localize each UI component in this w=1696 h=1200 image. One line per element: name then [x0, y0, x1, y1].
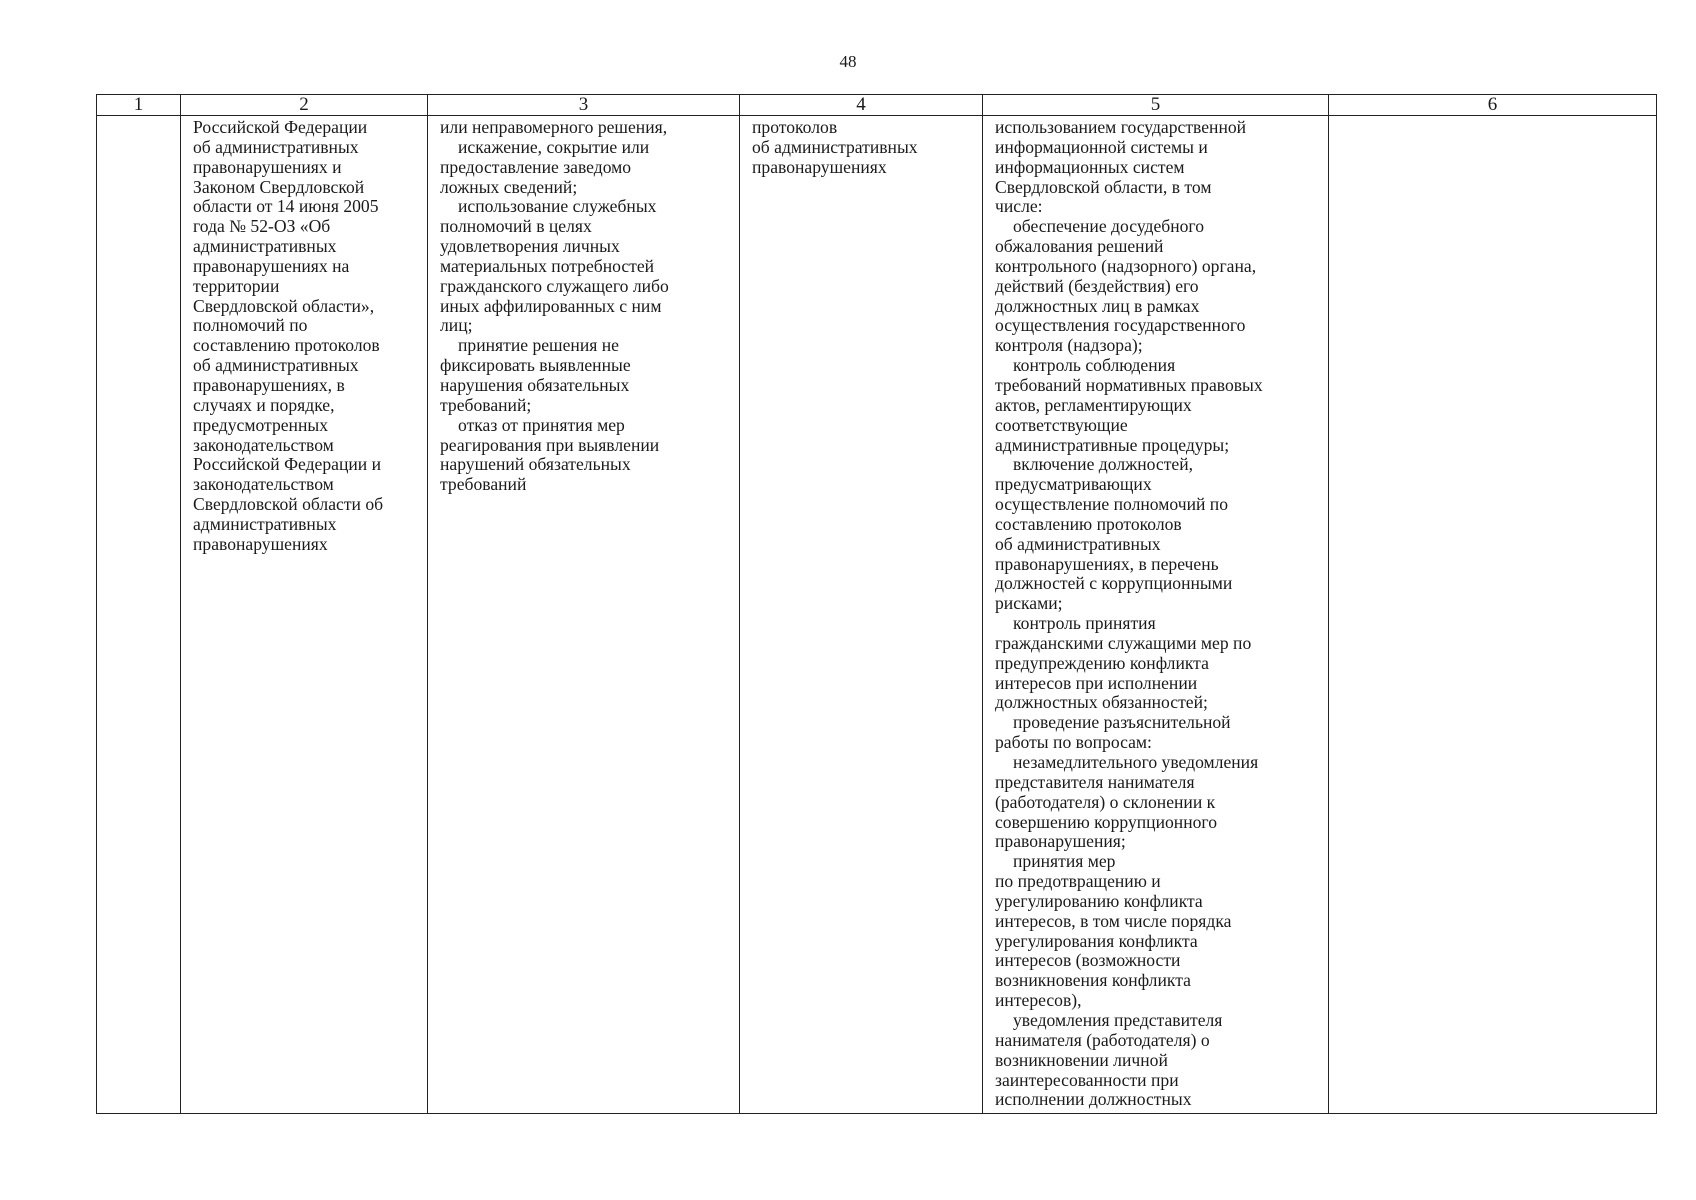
text-line: использованием государственной: [995, 117, 1247, 137]
text-line: административные процедуры;: [995, 434, 1230, 455]
cell-col-5: [983, 116, 1329, 1114]
text-line: области от 14 июня 2005: [193, 196, 379, 217]
text-line: актов, регламентирующих: [995, 394, 1192, 415]
text-line: использование служебных: [458, 196, 657, 217]
text-line: об административных: [193, 136, 359, 157]
text-line: об административных: [752, 136, 918, 157]
text-line: должностных обязанностей;: [995, 692, 1208, 713]
text-line: должностных лиц в рамках: [995, 295, 1200, 316]
text-line: (работодателя) о склонении к: [995, 791, 1216, 812]
text-line: интересов при исполнении: [995, 672, 1198, 693]
column-header-2: 2: [181, 95, 428, 116]
text-line: представителя нанимателя: [995, 771, 1195, 792]
cell-col-1: [97, 116, 181, 1114]
text-line: удовлетворения личных: [440, 236, 620, 257]
text-line: иных аффилированных с ним: [440, 295, 662, 316]
text-line: контроль принятия: [1013, 613, 1156, 634]
text-line: совершению коррупционного: [995, 811, 1218, 832]
text-line: ложных сведений;: [440, 176, 578, 197]
text-line: возникновения конфликта: [995, 970, 1191, 991]
text-line: осуществление полномочий по: [995, 494, 1229, 515]
text-line: принятия мер: [1013, 851, 1116, 872]
text-line: требований;: [440, 394, 532, 415]
text-line: полномочий по: [193, 315, 308, 336]
text-line: уведомления представителя: [1013, 1009, 1223, 1030]
cell-col-4: [740, 116, 983, 1114]
text-line: требований нормативных правовых: [995, 374, 1263, 395]
text-line: проведение разъяснительной: [1013, 712, 1231, 733]
text-line: урегулирования конфликта: [995, 930, 1198, 951]
text-line: нарушения обязательных: [440, 374, 630, 395]
text-line: административных: [193, 236, 337, 257]
text-line: правонарушениях, в: [193, 374, 345, 395]
text-line: контроля (надзора);: [995, 335, 1143, 356]
text-line: Свердловской области»,: [193, 295, 375, 316]
document-table: [96, 94, 1657, 1114]
text-line: должностей с коррупционными: [995, 573, 1233, 594]
text-line: лиц;: [440, 315, 473, 336]
text-line: или неправомерного решения,: [440, 117, 668, 137]
text-line: гражданскими служащими мер по: [995, 632, 1252, 653]
text-line: информационных систем: [995, 156, 1185, 177]
text-line: обжалования решений: [995, 236, 1164, 257]
text-line: Законом Свердловской: [193, 176, 365, 197]
text-line: года № 52-ОЗ «Об: [193, 216, 331, 237]
text-line: обеспечение досудебного: [1013, 216, 1205, 237]
text-line: осуществления государственного: [995, 315, 1246, 336]
column-header-1: 1: [97, 95, 181, 116]
text-line: контрольного (надзорного) органа,: [995, 255, 1257, 276]
text-line: материальных потребностей: [440, 255, 655, 276]
text-line: предусмотренных: [193, 414, 329, 435]
text-line: предусматривающих: [995, 474, 1152, 495]
text-line: нанимателя (работодателя) о: [995, 1029, 1210, 1050]
text-line: Свердловской области, в том: [995, 176, 1212, 197]
cell-col-2: [181, 116, 428, 1114]
text-line: территории: [193, 275, 280, 296]
text-line: по предотвращению и: [995, 871, 1161, 892]
text-line: возникновении личной: [995, 1049, 1168, 1070]
text-line: правонарушения;: [995, 831, 1126, 852]
column-header-3: 3: [428, 95, 740, 116]
text-line: включение должностей,: [1013, 454, 1194, 475]
text-line: принятие решения не: [458, 335, 619, 356]
text-line: Свердловской области об: [193, 494, 384, 515]
text-line: соответствующие: [995, 414, 1128, 435]
column-header-5: 5: [983, 95, 1329, 116]
text-line: правонарушениях: [193, 533, 328, 554]
text-line: составлению протоколов: [995, 513, 1182, 534]
table-row: [97, 116, 1657, 1114]
text-line: предоставление заведомо: [440, 156, 632, 177]
text-line: отказ от принятия мер: [458, 414, 625, 435]
text-line: правонарушениях: [752, 156, 887, 177]
cell-col-6: [1329, 116, 1657, 1114]
text-line: об административных: [193, 355, 359, 376]
text-line: интересов, в том числе порядка: [995, 910, 1232, 931]
text-line: нарушений обязательных: [440, 454, 631, 475]
text-line: законодательством: [193, 474, 334, 495]
text-line: исполнении должностных: [995, 1089, 1192, 1110]
text-line: урегулированию конфликта: [995, 890, 1203, 911]
text-line: информационной системы и: [995, 136, 1208, 157]
text-line: фиксировать выявленные: [440, 355, 631, 376]
page-number: 48: [839, 52, 857, 71]
text-line: Российской Федерации: [193, 117, 368, 137]
table-header-row: [97, 95, 1657, 116]
column-header-4: 4: [740, 95, 983, 116]
text-line: предупреждению конфликта: [995, 652, 1209, 673]
text-line: Российской Федерации и: [193, 454, 382, 475]
text-line: об административных: [995, 533, 1161, 554]
text-line: протоколов: [752, 117, 838, 137]
text-line: рисками;: [995, 593, 1063, 614]
text-line: контроль соблюдения: [1013, 355, 1176, 376]
text-line: действий (бездействия) его: [995, 275, 1199, 296]
text-line: правонарушениях и: [193, 156, 342, 177]
text-line: составлению протоколов: [193, 335, 380, 356]
text-line: искажение, сокрытие или: [458, 136, 650, 157]
text-line: числе:: [995, 196, 1043, 217]
text-line: работы по вопросам:: [995, 732, 1152, 753]
text-line: заинтересованности при: [995, 1069, 1179, 1090]
cell-col-3: [428, 116, 740, 1114]
text-line: административных: [193, 513, 337, 534]
text-line: незамедлительного уведомления: [1013, 752, 1259, 772]
text-line: гражданского служащего либо: [440, 275, 669, 296]
text-line: требований: [440, 474, 527, 495]
text-line: правонарушениях на: [193, 255, 350, 276]
column-header-6: 6: [1329, 95, 1657, 116]
text-line: интересов),: [995, 990, 1082, 1011]
text-line: случаях и порядке,: [193, 394, 335, 415]
text-line: полномочий в целях: [440, 216, 592, 237]
text-line: интересов (возможности: [995, 950, 1181, 971]
text-line: реагирования при выявлении: [440, 434, 660, 455]
text-line: правонарушениях, в перечень: [995, 553, 1219, 574]
text-line: законодательством: [193, 434, 334, 455]
